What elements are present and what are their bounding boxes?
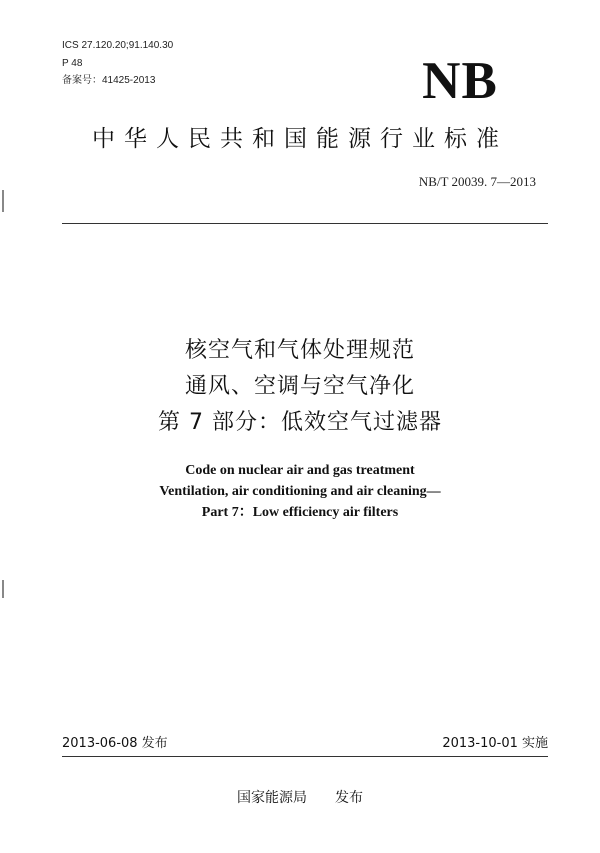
classification-code: P 48 <box>62 58 83 69</box>
scan-edge-mark <box>2 580 4 598</box>
publish-date: 2013-06-08 发布 <box>62 736 168 751</box>
issuer-action: 发布 <box>335 790 363 806</box>
english-title-line: Ventilation, air conditioning and air cleaning— <box>159 484 441 499</box>
standard-number: NB/T 20039. 7—2013 <box>418 174 536 189</box>
chinese-title-line: 核空气和气体处理规范 <box>184 338 415 363</box>
implementation-date: 2013-10-01 实施 <box>442 736 548 751</box>
nb-logo: NB <box>422 52 498 110</box>
chinese-title-line: 第 7 部分：低效空气过滤器 <box>158 410 442 435</box>
ics-code: ICS 27.120.20;91.140.30 <box>62 40 174 51</box>
chinese-title-line: 通风、空调与空气净化 <box>184 374 415 399</box>
issuer-name: 国家能源局 <box>237 790 307 806</box>
header-divider <box>62 223 548 224</box>
issuer-line <box>0 789 600 807</box>
organization-title: 中华人民共和国能源行业标准 <box>92 126 508 152</box>
filing-number: 备案号：41425-2013 <box>62 75 156 86</box>
scan-edge-mark <box>2 190 4 212</box>
english-title-line: Code on nuclear air and gas treatment <box>185 463 415 478</box>
footer-divider <box>62 756 548 757</box>
english-title-line: Part 7：Low efficiency air filters <box>201 505 399 520</box>
